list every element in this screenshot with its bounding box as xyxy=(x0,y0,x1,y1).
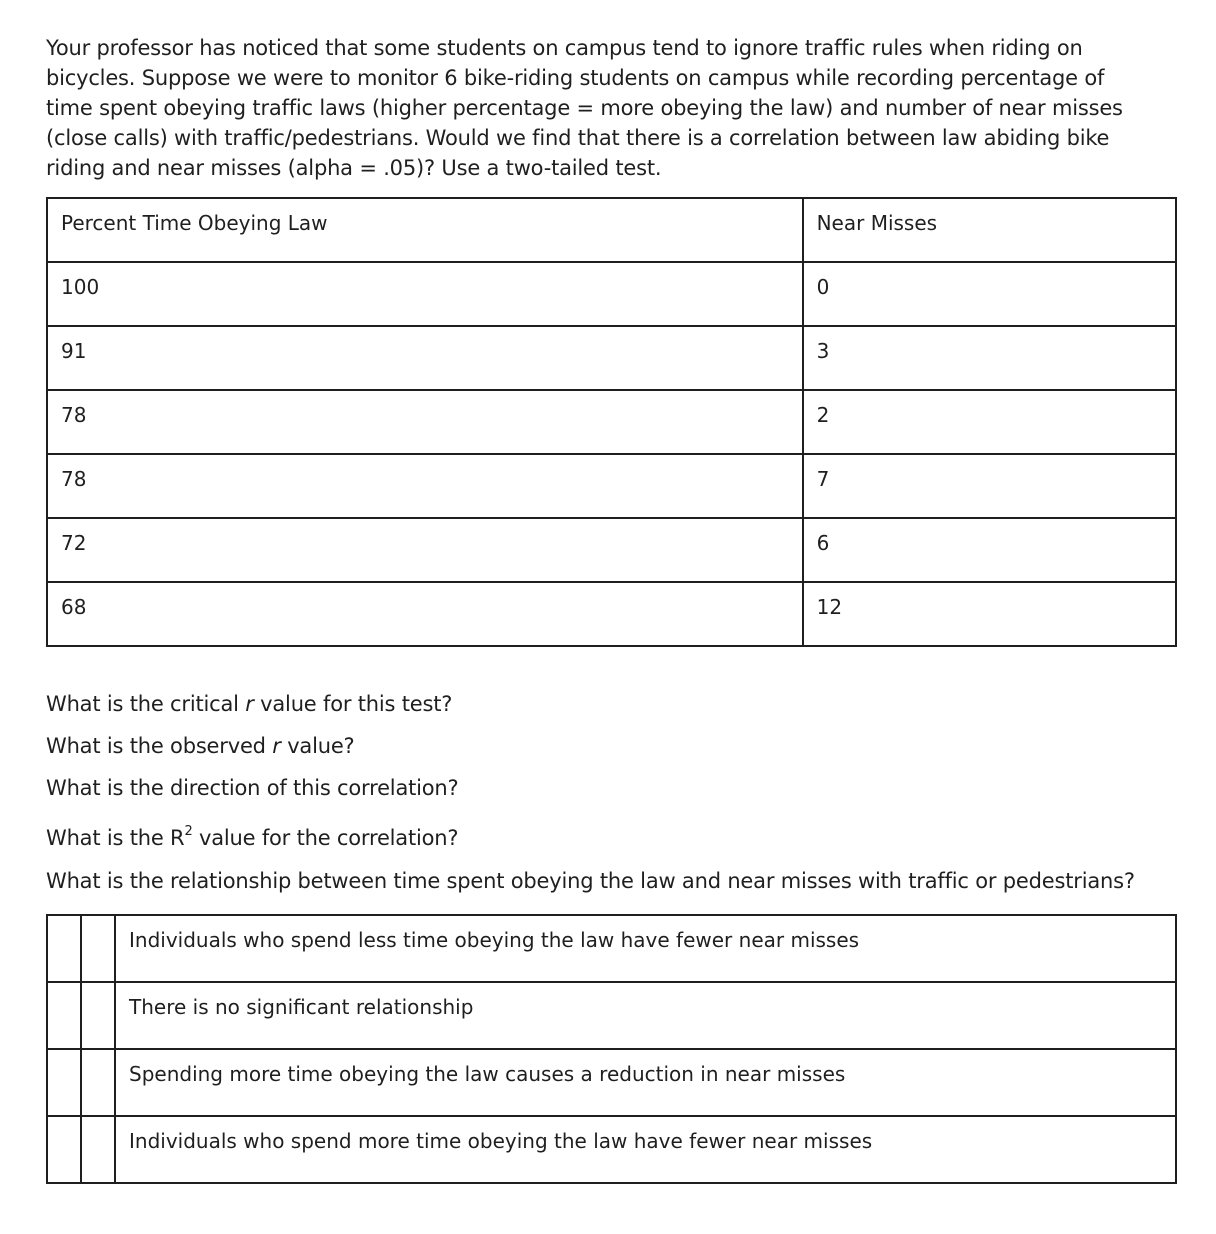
cell-near-misses: 3 xyxy=(803,326,1176,390)
table-header-row xyxy=(47,198,1176,262)
question-r-squared xyxy=(46,826,458,850)
q2-r: r xyxy=(272,734,281,758)
q1-pre: What is the critical xyxy=(46,692,246,716)
choice-text[interactable]: There is no significant relationship xyxy=(115,982,1176,1049)
header-percent-time: Percent Time Obeying Law xyxy=(47,198,803,262)
q4-pre: What is the R xyxy=(46,826,185,850)
q4-post: value for the correlation? xyxy=(192,826,459,850)
table-row xyxy=(47,390,1176,454)
q1-r: r xyxy=(245,692,254,716)
table-row xyxy=(47,582,1176,646)
choice-text[interactable]: Individuals who spend more time obeying the law have fewer near misses xyxy=(115,1116,1176,1183)
choice-row[interactable] xyxy=(47,982,1176,1049)
question-critical-r xyxy=(46,692,452,716)
data-table xyxy=(46,197,1177,647)
choice-text[interactable]: Spending more time obeying the law causes a reduction in near misses xyxy=(115,1049,1176,1116)
q2-pre: What is the observed xyxy=(46,734,273,758)
choice-marker[interactable] xyxy=(81,915,115,982)
choice-checkbox[interactable] xyxy=(47,982,81,1049)
cell-near-misses: 7 xyxy=(803,454,1176,518)
cell-percent: 72 xyxy=(47,518,803,582)
answer-choices-table xyxy=(46,914,1177,1184)
table-row xyxy=(47,262,1176,326)
header-near-misses: Near Misses xyxy=(803,198,1176,262)
choice-marker[interactable] xyxy=(81,1049,115,1116)
cell-near-misses: 2 xyxy=(803,390,1176,454)
choice-marker[interactable] xyxy=(81,1116,115,1183)
choice-checkbox[interactable] xyxy=(47,915,81,982)
choice-text[interactable]: Individuals who spend less time obeying the law have fewer near misses xyxy=(115,915,1176,982)
cell-near-misses: 6 xyxy=(803,518,1176,582)
choice-checkbox[interactable] xyxy=(47,1116,81,1183)
cell-percent: 78 xyxy=(47,390,803,454)
cell-percent: 68 xyxy=(47,582,803,646)
table-row xyxy=(47,518,1176,582)
choice-marker[interactable] xyxy=(81,982,115,1049)
cell-near-misses: 0 xyxy=(803,262,1176,326)
question-direction: What is the direction of this correlation? xyxy=(46,776,459,800)
table-row xyxy=(47,326,1176,390)
q1-post: value for this test? xyxy=(253,692,453,716)
question-relationship: What is the relationship between time spent obeying the law and near misses with traffic or pedestrians? xyxy=(46,869,1135,893)
cell-percent: 78 xyxy=(47,454,803,518)
cell-percent: 100 xyxy=(47,262,803,326)
choice-row[interactable] xyxy=(47,1049,1176,1116)
q2-post: value? xyxy=(280,734,355,758)
cell-near-misses: 12 xyxy=(803,582,1176,646)
cell-percent: 91 xyxy=(47,326,803,390)
question-observed-r xyxy=(46,734,355,758)
table-row xyxy=(47,454,1176,518)
choice-row[interactable] xyxy=(47,1116,1176,1183)
choice-row[interactable] xyxy=(47,915,1176,982)
q4-sup: 2 xyxy=(184,824,193,839)
choice-checkbox[interactable] xyxy=(47,1049,81,1116)
problem-statement: Your professor has noticed that some students on campus tend to ignore traffic rules when riding on bicycles. Suppose we were to monitor 6 bike-riding students on campus while recording percentage of time spent obeying traffic laws (higher percentage = more obeying the law) and number of near misses (close calls) with traffic/pedestrians. Would we find that there is a correlation between law abiding bike riding and near misses (alpha = .05)? Use a two-tailed test. xyxy=(46,36,1123,180)
